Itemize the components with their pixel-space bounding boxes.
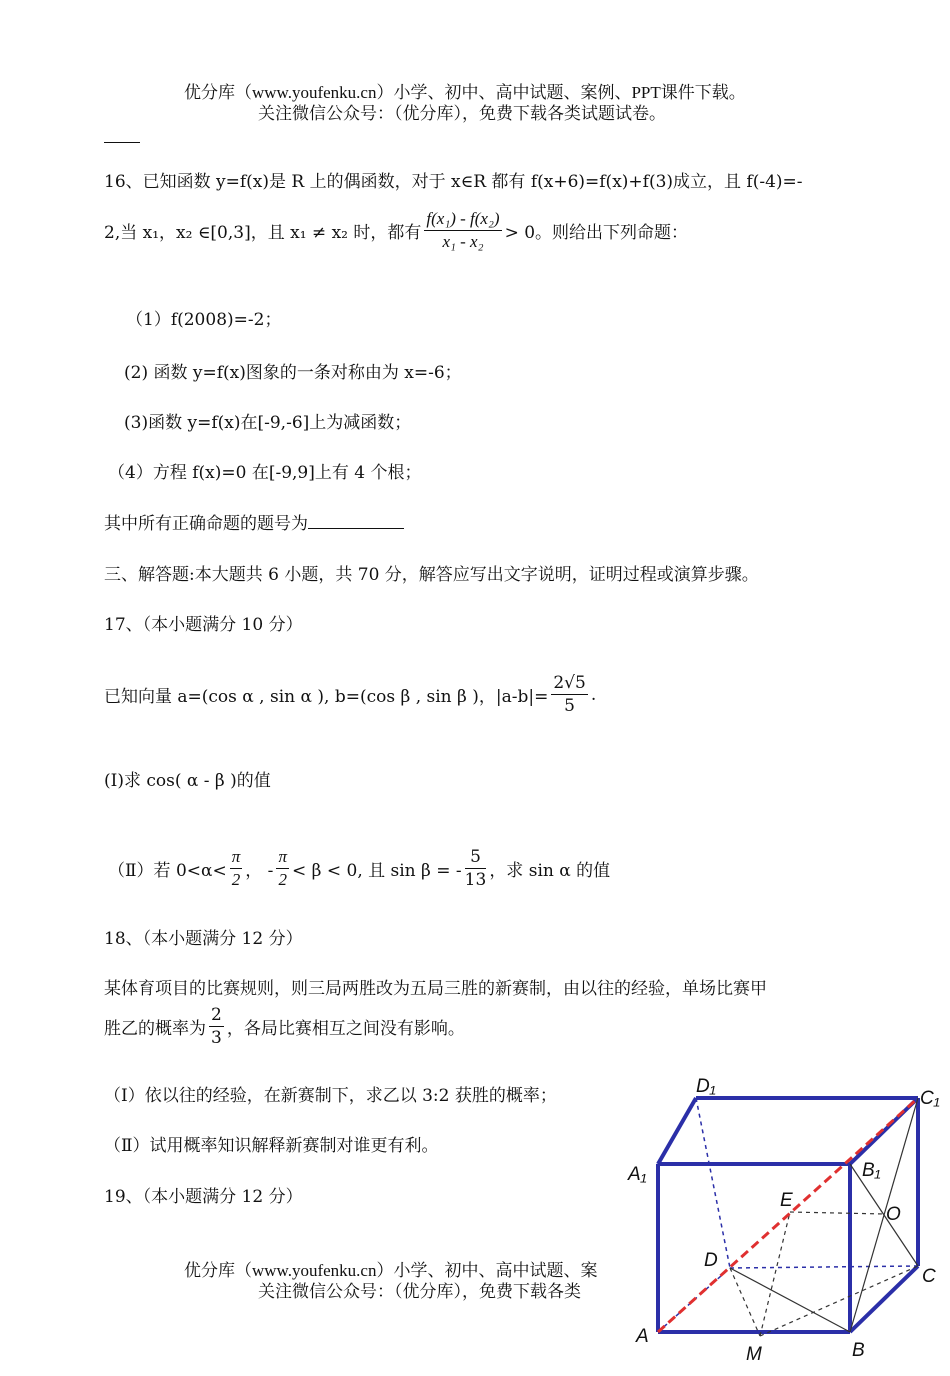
q17-five-thirteenths: [465, 846, 487, 891]
q16-item-1: （1）f(2008)=-2；: [126, 310, 282, 330]
q16-frac-num: f(x₁) - f(x₂): [424, 208, 501, 231]
q19-heading: 19、（本小题满分 12 分）: [104, 1187, 303, 1207]
q16-item-4: （4）方程 f(x)=0 在[-9,9]上有 4 个根；: [108, 463, 422, 483]
q16-line-2: [104, 208, 688, 253]
q18-part-2: （Ⅱ）试用概率知识解释新赛制对谁更有利。: [104, 1136, 439, 1156]
q17-given-text: 已知向量 a=(cos α , sin α ), b=(cos β , sin β )，|a-b|=: [104, 687, 549, 707]
denominator-two: 2: [278, 870, 287, 889]
q16-fraction: [424, 208, 501, 253]
label-c: C: [922, 1266, 936, 1287]
numerator-two: 2: [211, 1005, 222, 1025]
q18-two-thirds: [209, 1004, 224, 1049]
q17-part-2a: （Ⅱ）若 0<α<: [108, 861, 227, 881]
q18-p2a: 胜乙的概率为: [104, 1019, 206, 1039]
section-3-heading: 三、解答题:本大题共 6 小题，共 70 分，解答应写出文字说明，证明过程或演算步骤。: [104, 565, 759, 585]
label-d1: D₁: [696, 1076, 716, 1097]
label-d: D: [704, 1250, 718, 1271]
cube-figure: [620, 1060, 950, 1376]
q17-pi-over-2-a: [230, 846, 243, 891]
q16-ask-text: 其中所有正确命题的题号为: [104, 514, 308, 534]
q18-paragraph-1: 某体育项目的比赛规则，则三局两胜改为五局三胜的新赛制，由以往的经验，单场比赛甲: [104, 979, 767, 999]
q16-line-2b: > 0。则给出下列命题：: [504, 223, 689, 243]
q17-heading: 17、（本小题满分 10 分）: [104, 615, 303, 635]
header-line-1: 优分库（www.youfenku.cn）小学、初中、高中试题、案例、PPT课件下载。: [184, 83, 746, 102]
numerator-five: 5: [465, 846, 487, 869]
q17-part-1: (Ⅰ)求 cos( α - β )的值: [104, 771, 271, 791]
label-b1: B₁: [862, 1160, 881, 1181]
answer-blank[interactable]: [308, 514, 404, 529]
edge-d-c: [730, 1266, 918, 1268]
q17-magnitude-fraction: [551, 672, 587, 717]
q16-frac-den: x₁ - x₂: [442, 232, 484, 251]
label-e: E: [780, 1190, 793, 1211]
q17-part-2b: ， -: [245, 861, 274, 881]
q18-part-1: （Ⅰ）依以往的经验，在新赛制下，求乙以 3:2 获胜的概率；: [104, 1086, 557, 1106]
label-o: O: [886, 1204, 901, 1225]
q17-mag-num: 2√5: [553, 673, 586, 693]
dashed-lines: [730, 1212, 918, 1336]
denominator-two: 2: [231, 870, 241, 889]
pi-symbol: π: [230, 846, 243, 869]
q17-pi-over-2-b: [276, 846, 289, 891]
divider: [104, 142, 140, 143]
label-m: M: [746, 1344, 762, 1365]
denominator-thirteen: 13: [464, 870, 487, 890]
segment-d-m: [730, 1268, 760, 1336]
footer-line-1: 优分库（www.youfenku.cn）小学、初中、高中试题、案: [184, 1261, 598, 1280]
segment-e-o: [790, 1212, 884, 1214]
edge-d1-d: [696, 1098, 730, 1268]
label-c1: C₁: [920, 1088, 940, 1109]
q16-line-2a: 2,当 x₁，x₂ ∈[0,3]，且 x₁ ≠ x₂ 时，都有: [104, 223, 422, 243]
q18-paragraph-2: [104, 1004, 465, 1049]
q16-item-2: (2) 函数 y=f(x)图象的一条对称由为 x=-6；: [124, 363, 462, 383]
label-a1: A₁: [628, 1164, 647, 1185]
edge-a1-d1: [658, 1098, 696, 1164]
q18-heading: 18、（本小题满分 12 分）: [104, 929, 303, 949]
q16-item-3: (3)函数 y=f(x)在[-9,-6]上为减函数；: [124, 413, 412, 433]
q17-given: 已知向量 a=(cos α , sin α ), b=(cos β , sin β )，|a-b|= $\frac{2√5}{5}$ .: [104, 673, 597, 716]
footer-line-2: 关注微信公众号：（优分库），免费下载各类: [258, 1282, 581, 1301]
q17-part-2: [108, 846, 610, 891]
header-line-2: 关注微信公众号：（优分库），免费下载各类试题试卷。: [258, 104, 666, 123]
q17-mag-den: 5: [564, 696, 575, 716]
q17-part-2d: ，求 sin α 的值: [489, 861, 611, 881]
q16-line-1: 16、已知函数 y=f(x)是 R 上的偶函数，对于 x∈R 都有 f(x+6)=f(x)+f(3)成立，且 f(-4)=-: [104, 172, 803, 192]
label-a: A: [636, 1326, 649, 1347]
denominator-three: 3: [211, 1028, 222, 1048]
pi-symbol: π: [276, 846, 289, 869]
segment-m-e: [760, 1212, 790, 1336]
diagonal-a-c1: [658, 1098, 918, 1332]
label-b: B: [852, 1340, 865, 1361]
q16-ask: [104, 509, 404, 534]
q17-part-2c: < β < 0, 且 sin β = -: [291, 861, 462, 881]
q18-p2b: ，各局比赛相互之间没有影响。: [226, 1019, 465, 1039]
